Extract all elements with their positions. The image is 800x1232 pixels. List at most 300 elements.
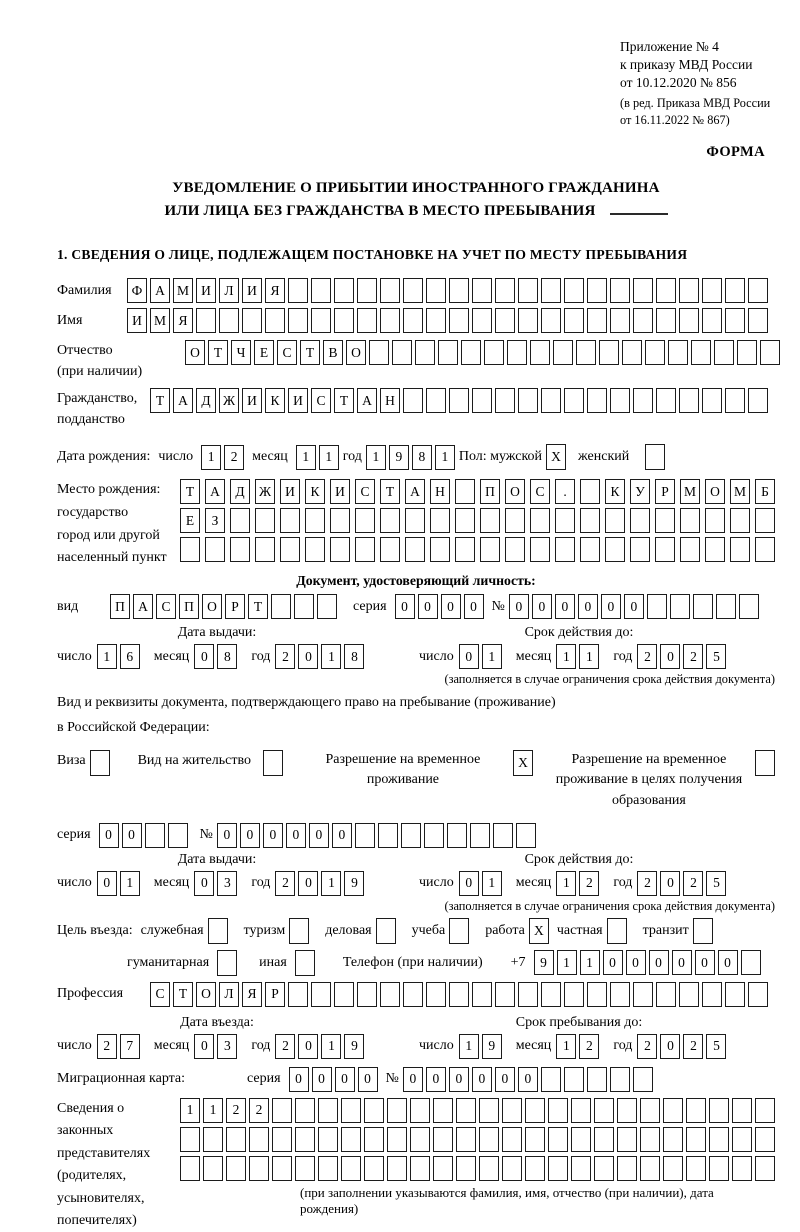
appendix-line: Приложение № 4	[620, 39, 719, 54]
form-cell	[610, 308, 630, 333]
surname-cells	[127, 278, 768, 303]
form-cell	[265, 308, 285, 333]
form-cell: Т	[150, 388, 170, 413]
form-cell: Ч	[231, 340, 251, 365]
form-cell: 3	[217, 871, 237, 896]
form-cell	[587, 278, 607, 303]
form-cell: 0	[624, 594, 644, 619]
form-cell: 8	[412, 445, 432, 470]
form-cell: 0	[459, 644, 479, 669]
identity-doc-row	[57, 594, 775, 619]
form-cell	[755, 1127, 775, 1152]
form-cell	[541, 982, 561, 1007]
form-cell: И	[127, 308, 147, 333]
month-label: месяц	[515, 1038, 552, 1054]
guardians-row1	[180, 1098, 775, 1123]
day-label: число	[57, 648, 92, 664]
form-cell	[702, 388, 722, 413]
form-cell	[755, 1156, 775, 1181]
form-cell	[617, 1156, 637, 1181]
form-cell	[426, 308, 446, 333]
valid-date-heading: Срок действия до:	[524, 851, 634, 867]
form-cell	[564, 1067, 584, 1092]
form-cell	[180, 1156, 200, 1181]
form-cell: 1	[482, 644, 502, 669]
month-label: месяц	[515, 648, 552, 664]
visit-option-checkbox: X	[529, 918, 549, 944]
appendix-line: от 10.12.2020 № 856	[620, 74, 737, 90]
birth-date-label: Дата рождения:	[57, 449, 151, 465]
form-cell	[693, 594, 713, 619]
form-cell	[760, 340, 780, 365]
form-cell	[364, 1127, 384, 1152]
entry-dates	[57, 1015, 775, 1059]
form-cell	[341, 1127, 361, 1152]
form-cell	[709, 1098, 729, 1123]
form-cell	[334, 278, 354, 303]
stay-month-cells	[556, 1034, 599, 1059]
guardians-block	[57, 1098, 775, 1232]
sex-female-checkbox	[645, 444, 665, 470]
visa-checkbox	[90, 750, 110, 776]
form-cell	[610, 982, 630, 1007]
form-cell	[455, 537, 475, 562]
form-cell	[668, 340, 688, 365]
form-cell: 2	[637, 644, 657, 669]
form-cell	[530, 537, 550, 562]
form-cell	[305, 537, 325, 562]
form-cell: 0	[289, 1067, 309, 1092]
form-cell: 0	[649, 950, 669, 975]
form-cell	[430, 537, 450, 562]
visit-option-checkbox	[693, 918, 713, 944]
surname-label: Фамилия	[57, 282, 112, 298]
form-cell: 1	[366, 445, 386, 470]
form-cell: 0	[97, 871, 117, 896]
form-title-line2: ИЛИ ЛИЦА БЕЗ ГРАЖДАНСТВА В МЕСТО ПРЕБЫВАНИЯ	[57, 200, 775, 223]
form-cell: 0	[298, 644, 318, 669]
form-cell	[317, 594, 337, 619]
residence-intro-line1: Вид и реквизиты документа, подтверждающего право на пребывание (проживание)	[57, 695, 556, 711]
form-title	[57, 177, 775, 224]
form-cell	[410, 1098, 430, 1123]
form-cell: А	[357, 388, 377, 413]
form-cell	[725, 388, 745, 413]
form-cell: П	[480, 479, 500, 504]
form-cell: О	[196, 982, 216, 1007]
form-cell: 0	[335, 1067, 355, 1092]
form-cell	[655, 508, 675, 533]
form-cell	[480, 537, 500, 562]
birth-year-cells	[366, 445, 455, 470]
migration-card-row	[57, 1067, 775, 1092]
form-cell	[311, 982, 331, 1007]
form-cell	[518, 982, 538, 1007]
form-cell	[555, 537, 575, 562]
form-cell: В	[323, 340, 343, 365]
form-cell: З	[205, 508, 225, 533]
year-label: год	[613, 875, 633, 891]
arrival-date-group	[57, 1015, 419, 1059]
form-cell: 1	[556, 644, 576, 669]
form-cell	[679, 982, 699, 1007]
form-cell	[617, 1127, 637, 1152]
form-cell	[663, 1156, 683, 1181]
form-cell: 8	[344, 644, 364, 669]
form-cell: С	[156, 594, 176, 619]
edu-permit-label: Разрешение на временное проживание в целях получения образования	[555, 752, 743, 808]
form-cell: 0	[441, 594, 461, 619]
form-cell: 1	[203, 1098, 223, 1123]
form-cell	[272, 1156, 292, 1181]
sex-male-label: Пол: мужской	[458, 449, 543, 465]
form-cell	[387, 1156, 407, 1181]
form-cell	[525, 1127, 545, 1152]
form-cell	[387, 1127, 407, 1152]
form-cell: 1	[321, 1034, 341, 1059]
guardians-cells	[180, 1098, 775, 1217]
form-cell: 1	[97, 644, 117, 669]
form-cell	[580, 508, 600, 533]
migration-card-number-cells	[403, 1067, 653, 1092]
form-cell	[364, 1098, 384, 1123]
form-cell: 6	[120, 644, 140, 669]
visit-option-label: работа	[485, 922, 525, 938]
form-title-line1: УВЕДОМЛЕНИЕ О ПРИБЫТИИ ИНОСТРАННОГО ГРАЖДАНИНА	[172, 179, 660, 196]
year-label: год	[613, 1038, 633, 1054]
form-cell: 0	[309, 823, 329, 848]
issue-date-heading: Дата выдачи:	[177, 851, 257, 867]
month-label: месяц	[515, 875, 552, 891]
form-cell	[732, 1098, 752, 1123]
form-cell	[725, 308, 745, 333]
form-cell	[242, 308, 262, 333]
form-cell	[725, 982, 745, 1007]
form-cell: 0	[99, 823, 119, 848]
number-label: №	[491, 598, 505, 614]
form-cell	[702, 308, 722, 333]
form-cell: 1	[321, 871, 341, 896]
form-cell: 0	[472, 1067, 492, 1092]
form-cell: 0	[518, 1067, 538, 1092]
residence-dates	[57, 852, 775, 896]
given-name-cells	[127, 308, 768, 333]
form-cell: 0	[449, 1067, 469, 1092]
form-cell	[196, 308, 216, 333]
migration-card-series-cells	[289, 1067, 378, 1092]
form-cell	[180, 537, 200, 562]
phone-label: Телефон (при наличии)	[342, 954, 483, 970]
form-cell	[571, 1098, 591, 1123]
form-cell: Т	[300, 340, 320, 365]
form-cell	[318, 1098, 338, 1123]
stay-year-cells	[637, 1034, 726, 1059]
form-cell: К	[265, 388, 285, 413]
form-cell	[716, 594, 736, 619]
form-cell	[426, 982, 446, 1007]
form-cell	[449, 982, 469, 1007]
doc-kind-cells	[110, 594, 337, 619]
form-cell	[686, 1098, 706, 1123]
form-cell	[433, 1156, 453, 1181]
form-cell	[410, 1156, 430, 1181]
edu-permit-checkbox	[755, 750, 775, 776]
form-cell: А	[133, 594, 153, 619]
form-cell: М	[730, 479, 750, 504]
form-cell	[530, 508, 550, 533]
form-cell	[449, 278, 469, 303]
form-cell: 2	[683, 871, 703, 896]
form-cell: О	[505, 479, 525, 504]
form-cell	[449, 388, 469, 413]
form-cell: Д	[196, 388, 216, 413]
form-cell: О	[185, 340, 205, 365]
form-cell	[686, 1156, 706, 1181]
visit-option-checkbox	[289, 918, 309, 944]
year-label: год	[251, 875, 271, 891]
form-cell	[392, 340, 412, 365]
form-cell	[472, 388, 492, 413]
form-cell	[605, 537, 625, 562]
profession-cells	[150, 982, 768, 1007]
valid-month-cells	[556, 644, 599, 669]
form-cell	[548, 1156, 568, 1181]
visit-option-label: туризм	[243, 922, 286, 938]
form-cell: М	[173, 278, 193, 303]
form-cell	[679, 278, 699, 303]
form-cell	[145, 823, 165, 848]
month-label: месяц	[153, 648, 190, 664]
form-cell	[525, 1098, 545, 1123]
form-cell: Р	[225, 594, 245, 619]
form-cell	[518, 308, 538, 333]
form-cell	[633, 388, 653, 413]
form-cell	[180, 1127, 200, 1152]
day-label: число	[57, 875, 92, 891]
form-cell	[655, 537, 675, 562]
birth-month-cells	[296, 445, 339, 470]
form-cell	[495, 278, 515, 303]
form-cell: 2	[579, 871, 599, 896]
form-cell: 0	[718, 950, 738, 975]
form-cell	[587, 982, 607, 1007]
form-cell	[640, 1127, 660, 1152]
form-cell	[679, 388, 699, 413]
form-cell: 9	[482, 1034, 502, 1059]
form-cell: 0	[298, 871, 318, 896]
form-cell	[610, 278, 630, 303]
form-cell	[295, 1098, 315, 1123]
day-label: число	[419, 648, 454, 664]
validity-note: (заполняется в случае ограничения срока действия документа)	[444, 672, 775, 687]
visit-option-label: транзит	[642, 922, 689, 938]
form-cell	[433, 1127, 453, 1152]
form-cell	[495, 308, 515, 333]
form-cell	[702, 278, 722, 303]
form-cell: 1	[557, 950, 577, 975]
form-cell	[447, 823, 467, 848]
form-cell	[714, 340, 734, 365]
citizenship-row	[57, 388, 775, 430]
form-cell	[272, 1127, 292, 1152]
given-name-label: Имя	[57, 312, 83, 328]
form-cell	[530, 340, 550, 365]
form-cell: А	[405, 479, 425, 504]
visit-option-checkbox	[208, 918, 228, 944]
birth-place-row2	[180, 508, 775, 533]
visit-option-label: учеба	[411, 922, 446, 938]
form-cell: 0	[194, 1034, 214, 1059]
form-cell: 0	[332, 823, 352, 848]
visit-option-label: деловая	[325, 922, 372, 938]
form-cell	[480, 508, 500, 533]
form-cell	[709, 1156, 729, 1181]
form-cell	[401, 823, 421, 848]
form-cell	[647, 594, 667, 619]
doc-number-cells	[509, 594, 759, 619]
year-label: год	[251, 648, 271, 664]
form-cell	[686, 1127, 706, 1152]
form-cell: 3	[217, 1034, 237, 1059]
form-cell: Т	[208, 340, 228, 365]
form-cell: 0	[578, 594, 598, 619]
visa-label: Виза	[57, 753, 86, 769]
form-cell	[415, 340, 435, 365]
form-cell	[472, 982, 492, 1007]
valid-day-cells	[459, 644, 502, 669]
form-cell	[541, 308, 561, 333]
residence-options-row	[57, 750, 775, 811]
form-cell	[702, 982, 722, 1007]
visit-option-label: частная	[556, 922, 603, 938]
form-cell: Д	[230, 479, 250, 504]
day-label: число	[419, 1038, 454, 1054]
doc-series-cells	[395, 594, 484, 619]
month-label: месяц	[153, 875, 190, 891]
identity-doc-heading: Документ, удостоверяющий личность:	[296, 573, 536, 589]
form-cell: 2	[275, 644, 295, 669]
form-cell: А	[150, 278, 170, 303]
form-cell	[479, 1127, 499, 1152]
valid-year-cells	[637, 644, 726, 669]
form-cell	[748, 982, 768, 1007]
residence-series-cells	[99, 823, 188, 848]
form-cell: У	[630, 479, 650, 504]
issue-day-cells	[97, 644, 140, 669]
form-cell	[622, 340, 642, 365]
form-cell: 9	[534, 950, 554, 975]
form-cell: 0	[601, 594, 621, 619]
form-cell	[670, 594, 690, 619]
form-cell: 0	[672, 950, 692, 975]
stay-until-heading: Срок пребывания до:	[515, 1014, 643, 1030]
day-label: число	[57, 1038, 92, 1054]
guardians-note: (при заполнении указываются фамилия, имя, отчество (при наличии), дата рождения)	[300, 1184, 714, 1216]
form-cell: 9	[389, 445, 409, 470]
form-cell	[730, 508, 750, 533]
year-label: год	[613, 648, 633, 664]
visit-purpose-label: Цель въезда:	[57, 922, 133, 938]
form-cell: О	[705, 479, 725, 504]
form-cell	[461, 340, 481, 365]
sex-male-checkbox: X	[546, 444, 566, 470]
form-cell	[495, 388, 515, 413]
form-cell: 2	[226, 1098, 246, 1123]
title-blank-underline	[610, 200, 668, 215]
residence-series-row	[57, 823, 775, 848]
form-cell	[479, 1156, 499, 1181]
citizenship-cells	[150, 388, 768, 413]
form-cell	[633, 308, 653, 333]
form-cell	[656, 308, 676, 333]
day-label: число	[158, 449, 194, 465]
visit-purpose-row2	[57, 950, 775, 976]
form-cell	[288, 278, 308, 303]
form-cell: 2	[97, 1034, 117, 1059]
form-cell	[748, 278, 768, 303]
birth-day-cells	[201, 445, 244, 470]
form-cell: 0	[464, 594, 484, 619]
form-cell: 2	[637, 1034, 657, 1059]
patronymic-label: Отчество (при наличии)	[57, 343, 143, 380]
form-cell	[507, 340, 527, 365]
number-label: №	[385, 1071, 399, 1087]
form-cell: 0	[660, 1034, 680, 1059]
form-cell: И	[242, 278, 262, 303]
form-cell: 2	[224, 445, 244, 470]
form-cell	[203, 1127, 223, 1152]
form-cell	[430, 508, 450, 533]
form-cell	[580, 537, 600, 562]
form-cell	[380, 508, 400, 533]
form-cell: 1	[556, 1034, 576, 1059]
form-cell: Т	[180, 479, 200, 504]
form-cell	[633, 278, 653, 303]
form-cell	[230, 508, 250, 533]
form-cell	[295, 1127, 315, 1152]
form-cell: А	[173, 388, 193, 413]
form-cell: Б	[755, 479, 775, 504]
birth-place-row1	[180, 479, 775, 504]
series-label: серия	[247, 1071, 281, 1087]
form-cell	[555, 508, 575, 533]
residence-permit-checkbox	[263, 750, 283, 776]
form-cell	[571, 1127, 591, 1152]
valid-year-cells	[637, 871, 726, 896]
form-cell	[364, 1156, 384, 1181]
form-cell	[433, 1098, 453, 1123]
year-label: год	[251, 1038, 271, 1054]
form-cell	[403, 982, 423, 1007]
form-cell	[288, 308, 308, 333]
form-cell	[691, 340, 711, 365]
form-cell	[656, 278, 676, 303]
form-cell	[403, 308, 423, 333]
issue-year-cells	[275, 871, 364, 896]
form-cell	[518, 278, 538, 303]
form-cell: С	[150, 982, 170, 1007]
form-cell: 0	[312, 1067, 332, 1092]
form-cell	[479, 1098, 499, 1123]
form-cell: Я	[173, 308, 193, 333]
issue-date-group	[57, 852, 419, 896]
form-cell: 1	[321, 644, 341, 669]
form-cell: 0	[286, 823, 306, 848]
valid-date-group	[419, 852, 775, 896]
form-cell	[369, 340, 389, 365]
form-cell: 0	[403, 1067, 423, 1092]
form-cell: 9	[344, 871, 364, 896]
